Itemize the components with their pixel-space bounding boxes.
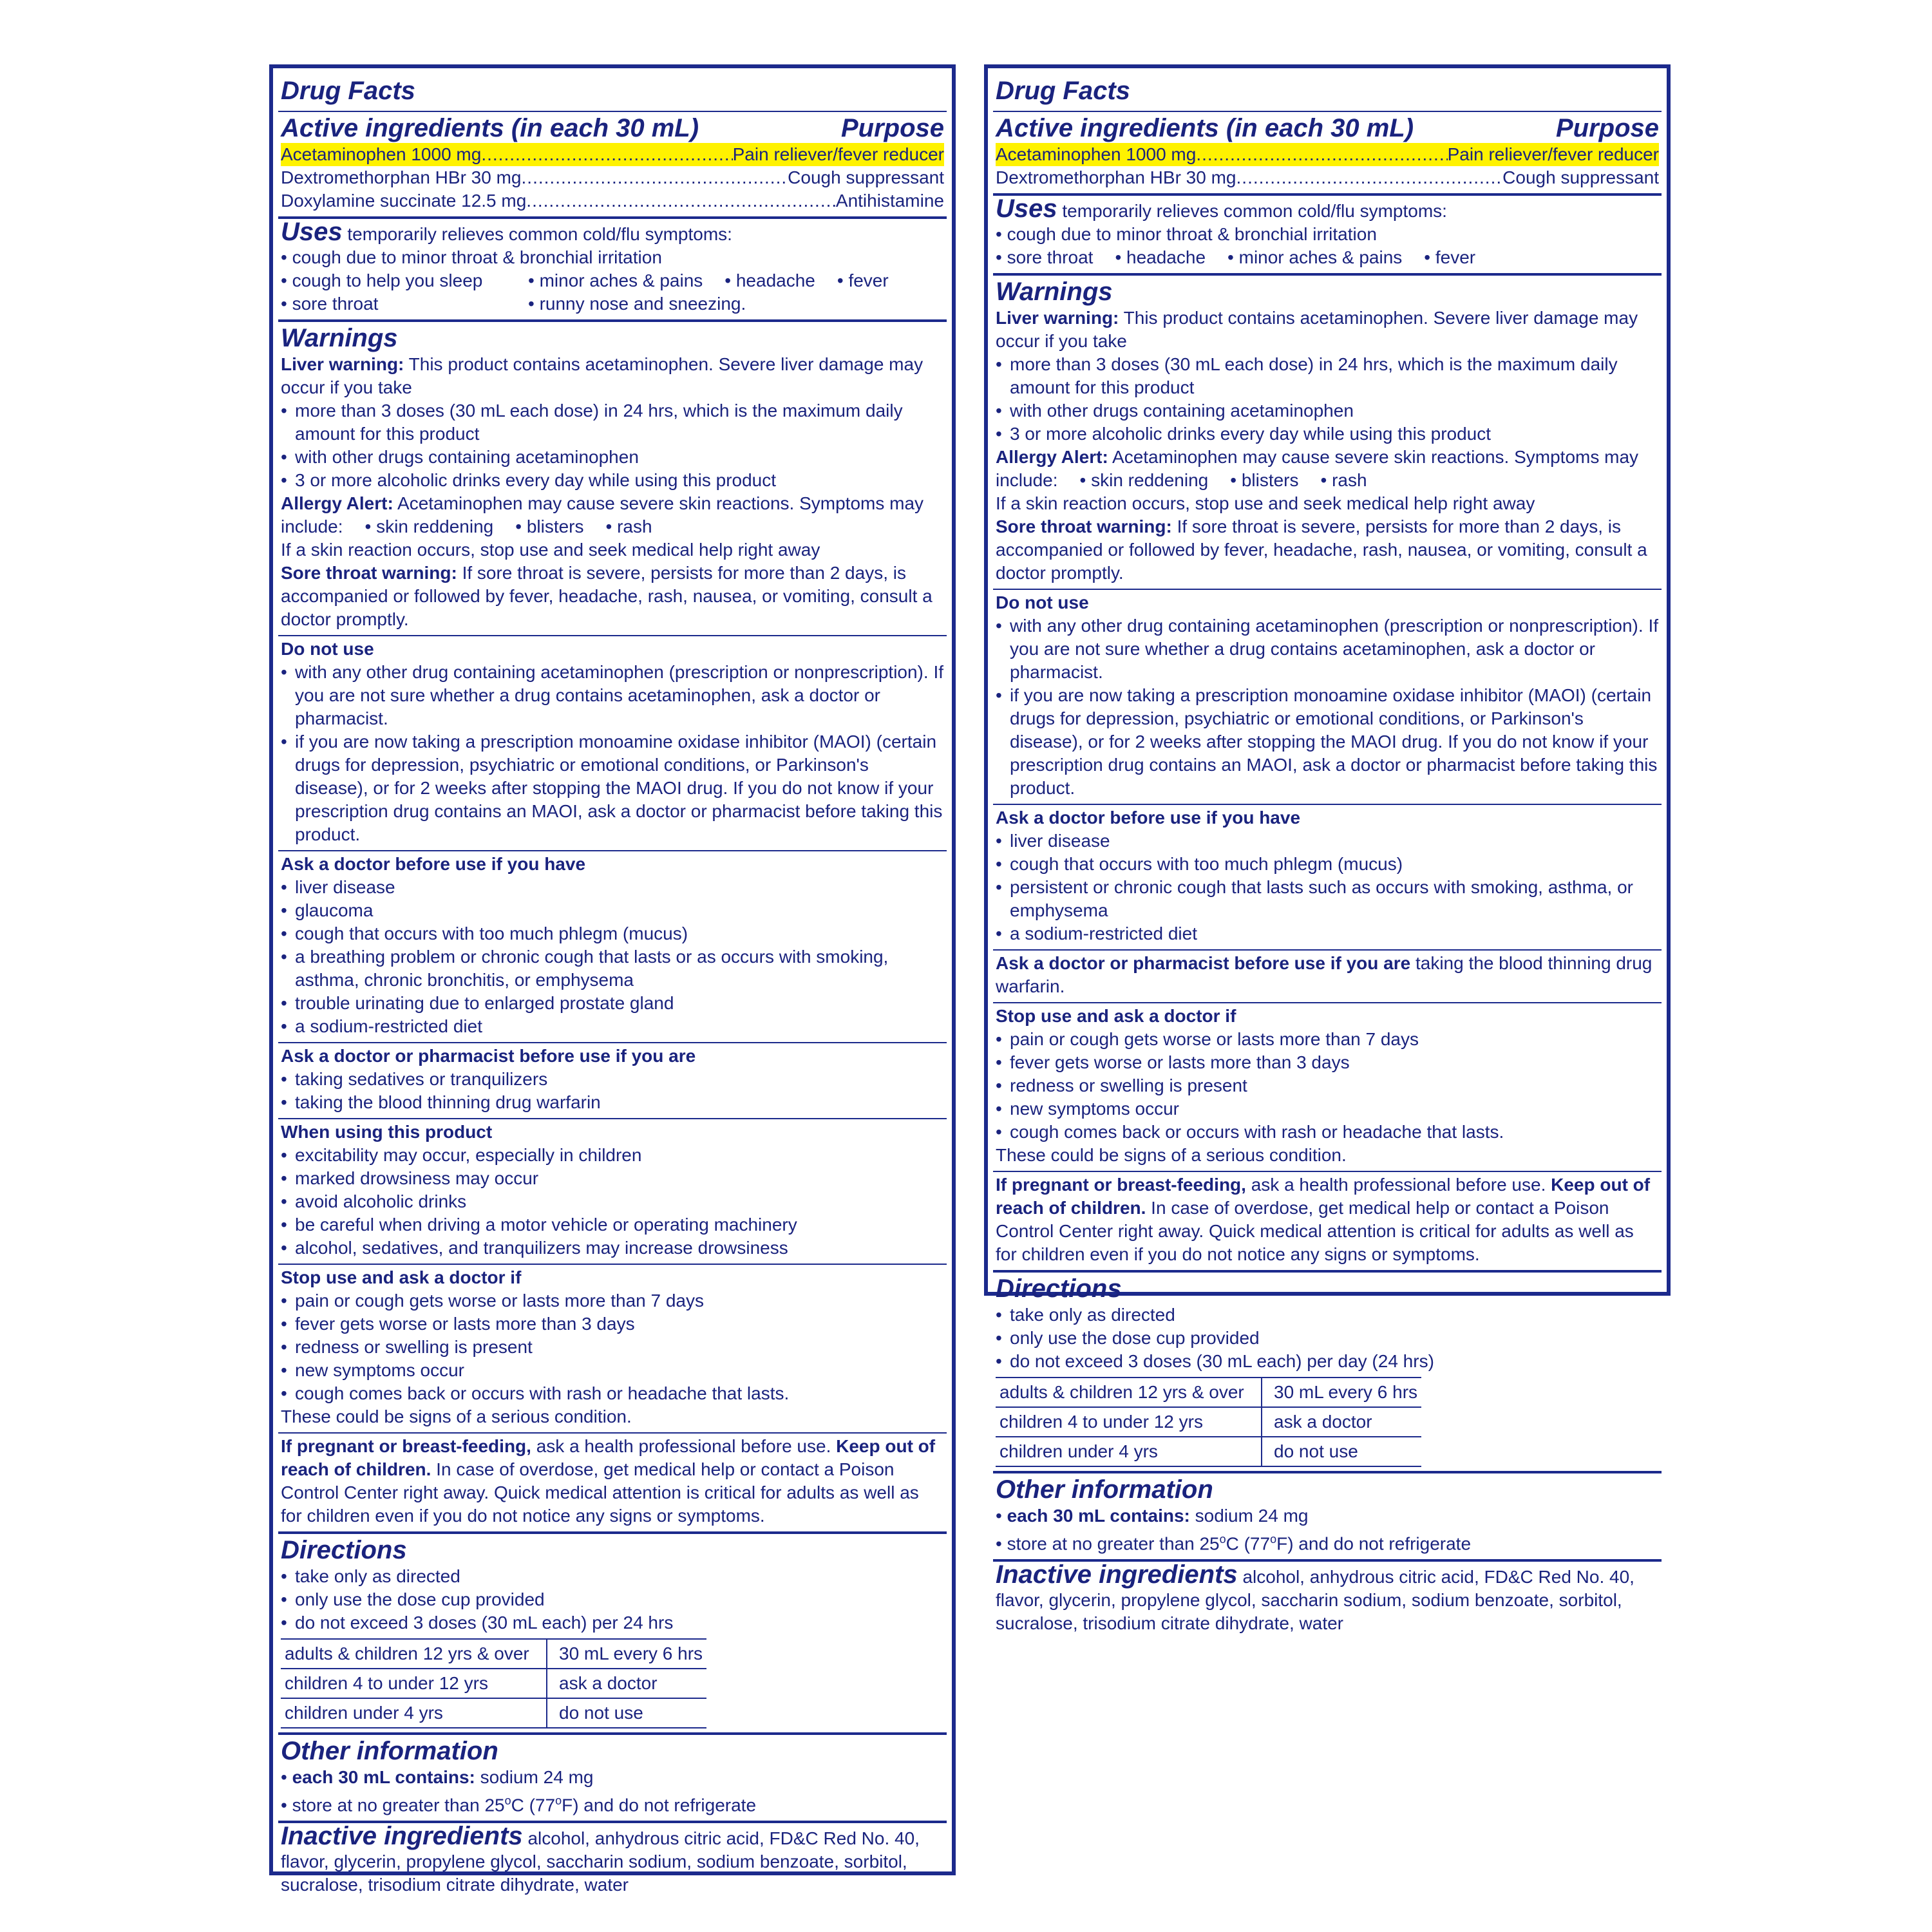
allergy-symptom: • skin reddening xyxy=(365,516,494,536)
inactive-ingredients-section xyxy=(278,1823,947,1900)
ask-pharmacist-item: taking sedatives or tranquilizers xyxy=(295,1069,548,1089)
uses-row xyxy=(996,246,1659,269)
stop-use-item: new symptoms occur xyxy=(1010,1099,1179,1119)
dose-cell: do not use xyxy=(547,1698,706,1728)
storage-text: C (77 xyxy=(1226,1533,1271,1554)
dose-cell: ask a doctor xyxy=(547,1669,706,1698)
inactive-title: Inactive ingredients xyxy=(281,1822,523,1851)
active-ingredients-section xyxy=(278,112,947,219)
pregnancy-section xyxy=(993,1172,1662,1273)
liver-bullet: with other drugs containing acetaminophen xyxy=(1010,401,1354,421)
uses-line: • cough due to minor throat & bronchial irritation xyxy=(281,247,662,267)
uses-line: • cough due to minor throat & bronchial irritation xyxy=(996,224,1377,244)
liver-bullet: 3 or more alcoholic drinks every day while using this product xyxy=(295,470,777,490)
storage-text: store at no greater than 25 xyxy=(292,1795,505,1815)
storage-line: • store at no greater than 25$^o$C (77$^o$F) and do not refrigerate xyxy=(281,1794,757,1815)
inactive-text: alcohol, anhydrous citric acid, FD&C Red No. 40, flavor, glycerin, propylene glycol, saccharin sodium, sodium benzoate, sorbitol, sucralose, trisodium citrate dihydrate, water xyxy=(281,1828,920,1895)
drug-facts-title: Drug Facts xyxy=(996,77,1130,105)
drug-facts-title: Drug Facts xyxy=(281,77,415,105)
ask-doctor-section: Ask a doctor before use if you have • liver disease • glaucoma • cough that occurs with too much phlegm (mucus) • a breathing problem or chronic cough that lasts or as occurs with smoking, asthma, chronic bronchitis, or emphysema • trouble urinating due to enlarged prostate gland • a sodium-restricted diet xyxy=(278,851,947,1043)
liver-warning-label: Liver warning: xyxy=(996,308,1119,328)
ingredient-row xyxy=(281,143,944,166)
keep-out-text: In case of overdose, get medical help or contact a Poison Control Center right away. Quick medical attention is critical for adults as well as for children even if you do not notice any signs or symptoms. xyxy=(281,1459,919,1526)
leader-dots xyxy=(522,166,788,189)
allergy-alert-text: Acetaminophen may cause severe skin reactions. Symptoms may xyxy=(1108,447,1639,467)
liver-warning-text: This product contains acetaminophen. Severe liver damage may occur if you take xyxy=(281,354,923,397)
stop-use-item: pain or cough gets worse or lasts more than 7 days xyxy=(295,1291,705,1311)
warnings-section: Warnings Liver warning: This product contains acetaminophen. Severe liver damage may occur if you take • more than 3 doses (30 mL each dose) in 24 hrs, which is the maximum daily amount for this product • with other drugs containing acetaminophen • 3 or more alcoholic drinks every day while using this product Allergy Alert: Acetaminophen may cause severe skin reactions. Symptoms may include: • skin reddening • blisters • rash If a skin reaction occurs, stop use and seek medical help right away Sore throat warning: If sore throat is severe, persists for more than 2 days, is accompanied or followed by fever, headache, rash, nausea, or vomiting, consult a doctor promptly. xyxy=(993,276,1662,590)
allergy-include: include: xyxy=(996,470,1058,490)
pregnancy-label: If pregnant or breast-feeding, xyxy=(281,1436,531,1456)
directions-item: take only as directed xyxy=(1010,1305,1175,1325)
when-using-item: alcohol, sedatives, and tranquilizers may increase drowsiness xyxy=(295,1238,788,1258)
do-not-use-title: Do not use xyxy=(281,639,374,659)
ask-doctor-item: a breathing problem or chronic cough that lasts or as occurs with smoking, asthma, chronic bronchitis, or emphysema xyxy=(295,947,889,990)
ask-doctor-item: cough that occurs with too much phlegm (mucus) xyxy=(1010,854,1403,874)
age-cell: adults & children 12 yrs & over xyxy=(996,1378,1262,1407)
allergy-alert-label: Allergy Alert: xyxy=(996,447,1108,467)
storage-line: • store at no greater than 25$^o$C (77$^o$F) and do not refrigerate xyxy=(996,1533,1472,1554)
warnings-title: Warnings xyxy=(996,278,1113,306)
other-information-title: Other information xyxy=(281,1737,498,1765)
stop-use-item: fever gets worse or lasts more than 3 days xyxy=(1010,1052,1350,1072)
uses-title: Uses xyxy=(996,194,1057,223)
table-row xyxy=(281,1698,706,1728)
purpose-title: Purpose xyxy=(1555,114,1659,142)
table-row xyxy=(996,1437,1421,1466)
degree-sup: o xyxy=(1219,1533,1226,1546)
allergy-symptom: • rash xyxy=(605,516,652,536)
liver-bullet: more than 3 doses (30 mL each dose) in 24 hrs, which is the maximum daily amount for this product xyxy=(295,401,903,444)
do-not-use-item: if you are now taking a prescription monoamine oxidase inhibitor (MAOI) (certain drugs for depression, psychiatric or emotional conditions, or Parkinson's disease), or for 2 weeks after stopping the MAOI drug. If you do not know if your prescription drug contains an MAOI, ask a doctor or pharmacist before taking this product. xyxy=(295,732,943,844)
storage-text: store at no greater than 25 xyxy=(1007,1533,1220,1554)
ask-doctor-item: liver disease xyxy=(295,877,395,897)
directions-item: only use the dose cup provided xyxy=(1010,1328,1260,1348)
stop-use-item: redness or swelling is present xyxy=(295,1337,533,1357)
ask-pharmacist-section xyxy=(993,951,1662,1003)
active-ingredients-heading xyxy=(281,113,944,143)
do-not-use-title: Do not use xyxy=(996,592,1089,612)
uses-item: • headache xyxy=(1115,247,1206,267)
allergy-symptom: • blisters xyxy=(1230,470,1299,490)
allergy-include: include: xyxy=(281,516,343,536)
pregnancy-label: If pregnant or breast-feeding, xyxy=(996,1175,1246,1195)
drug-facts-header xyxy=(993,73,1662,112)
stop-use-item: cough comes back or occurs with rash or headache that lasts. xyxy=(295,1383,790,1403)
ask-doctor-title: Ask a doctor before use if you have xyxy=(281,854,586,874)
storage-text: F) and do not refrigerate xyxy=(1276,1533,1472,1554)
ingredient-row xyxy=(281,189,944,213)
uses-item: • minor aches & pains xyxy=(528,270,703,290)
uses-item: • minor aches & pains xyxy=(1227,247,1403,267)
leader-dots xyxy=(1196,143,1447,166)
ingredient-row xyxy=(996,143,1659,166)
stop-use-after: These could be signs of a serious condition. xyxy=(996,1145,1347,1165)
ingredient-name: Doxylamine succinate 12.5 mg xyxy=(281,191,527,211)
liver-bullet: with other drugs containing acetaminophen xyxy=(295,447,639,467)
ask-pharmacist-text: taking the blood thinning drug warfarin. xyxy=(996,953,1653,996)
ask-doctor-item: a sodium-restricted diet xyxy=(295,1016,483,1036)
pregnancy-text: ask a health professional before use. xyxy=(531,1436,837,1456)
age-cell: children 4 to under 12 yrs xyxy=(281,1669,547,1698)
uses-intro: temporarily relieves common cold/flu symptoms: xyxy=(1057,201,1447,221)
age-cell: children under 4 yrs xyxy=(996,1437,1262,1466)
uses-item: • runny nose and sneezing. xyxy=(528,294,746,314)
inactive-ingredients-section xyxy=(993,1562,1662,1639)
stop-use-item: redness or swelling is present xyxy=(1010,1075,1247,1095)
stop-use-section: Stop use and ask a doctor if • pain or cough gets worse or lasts more than 7 days • fever gets worse or lasts more than 3 days • redness or swelling is present • new symptoms occur • cough comes back or occurs with rash or headache that lasts. These could be signs of a serious condition. xyxy=(278,1265,947,1434)
ingredient-row xyxy=(281,166,944,189)
ask-doctor-item: liver disease xyxy=(1010,831,1110,851)
allergy-after: If a skin reaction occurs, stop use and seek medical help right away xyxy=(281,540,820,560)
uses-section xyxy=(993,196,1662,276)
uses-item: • sore throat xyxy=(281,294,379,314)
age-cell: children 4 to under 12 yrs xyxy=(996,1407,1262,1437)
pregnancy-text: ask a health professional before use. xyxy=(1245,1175,1551,1195)
directions-item: do not exceed 3 doses (30 mL each) per 24 hrs xyxy=(295,1613,674,1633)
ask-doctor-item: cough that occurs with too much phlegm (mucus) xyxy=(295,923,688,943)
allergy-symptom: • rash xyxy=(1320,470,1367,490)
dose-cell: 30 mL every 6 hrs xyxy=(1262,1378,1421,1407)
keep-out-text: In case of overdose, get medical help or contact a Poison Control Center right away. Quick medical attention is critical for adults as well as for children even if you do not notice any signs or symptoms. xyxy=(996,1198,1634,1264)
allergy-alert-label: Allergy Alert: xyxy=(281,493,393,513)
ask-doctor-item: persistent or chronic cough that lasts such as occurs with smoking, asthma, or emphysema xyxy=(1010,877,1633,920)
drug-facts-panel-left xyxy=(269,64,956,1895)
ingredient-purpose: Pain reliever/fever reducer xyxy=(1447,144,1659,164)
when-using-title: When using this product xyxy=(281,1122,493,1142)
sodium-label: each 30 mL contains: xyxy=(1007,1506,1190,1526)
directions-item: do not exceed 3 doses (30 mL each) per day (24 hrs) xyxy=(1010,1351,1434,1371)
dose-cell: ask a doctor xyxy=(1262,1407,1421,1437)
when-using-section: When using this product • excitability may occur, especially in children • marked drowsiness may occur • avoid alcoholic drinks • be careful when driving a motor vehicle or operating machinery • alcohol, sedatives, and tranquilizers may increase drowsiness xyxy=(278,1119,947,1265)
other-information-section: Other information • each 30 mL contains: sodium 24 mg • store at no greater than 25$^o$C (77$^o$F) and do not refrigerate xyxy=(993,1473,1662,1562)
uses-intro: temporarily relieves common cold/flu symptoms: xyxy=(342,224,732,244)
inactive-text: alcohol, anhydrous citric acid, FD&C Red No. 40, flavor, glycerin, propylene glycol, saccharin sodium, sodium benzoate, sorbitol, sucralose, trisodium citrate dihydrate, water xyxy=(996,1567,1634,1634)
dose-cell: 30 mL every 6 hrs xyxy=(547,1639,706,1669)
ask-doctor-item: trouble urinating due to enlarged prostate gland xyxy=(295,993,674,1013)
sore-throat-label: Sore throat warning: xyxy=(281,563,457,583)
do-not-use-item: with any other drug containing acetaminophen (prescription or nonprescription). If you are not sure whether a drug contains acetaminophen, ask a doctor or pharmacist. xyxy=(295,662,944,728)
degree-sup: o xyxy=(555,1794,562,1807)
active-ingredients-title: Active ingredients (in each 30 mL) xyxy=(281,114,699,142)
ask-pharmacist-title: Ask a doctor or pharmacist before use if you are xyxy=(281,1046,696,1066)
liver-warning-label: Liver warning: xyxy=(281,354,404,374)
dosage-table xyxy=(281,1638,706,1728)
inactive-title: Inactive ingredients xyxy=(996,1560,1238,1589)
table-row xyxy=(281,1669,706,1698)
do-not-use-item: if you are now taking a prescription monoamine oxidase inhibitor (MAOI) (certain drugs for depression, psychiatric or emotional conditions, or Parkinson's disease), or for 2 weeks after stopping the MAOI drug. If you do not know if your prescription drug contains an MAOI, ask a doctor or pharmacist before taking this product. xyxy=(1010,685,1658,798)
stop-use-section: Stop use and ask a doctor if • pain or cough gets worse or lasts more than 7 days • fever gets worse or lasts more than 3 days • redness or swelling is present • new symptoms occur • cough comes back or occurs with rash or headache that lasts. These could be signs of a serious condition. xyxy=(993,1003,1662,1172)
ask-pharmacist-section: Ask a doctor or pharmacist before use if you are • taking sedatives or tranquilizers • taking the blood thinning drug warfarin xyxy=(278,1043,947,1119)
ingredient-purpose: Pain reliever/fever reducer xyxy=(732,144,944,164)
uses-title: Uses xyxy=(281,218,343,246)
ask-pharmacist-title: Ask a doctor or pharmacist before use if you are xyxy=(996,953,1411,973)
dosage-table xyxy=(996,1377,1421,1467)
stop-use-item: cough comes back or occurs with rash or headache that lasts. xyxy=(1010,1122,1504,1142)
ingredient-name: Acetaminophen 1000 mg xyxy=(281,144,482,164)
sodium-text: sodium 24 mg xyxy=(475,1767,594,1787)
stop-use-item: pain or cough gets worse or lasts more than 7 days xyxy=(1010,1029,1419,1049)
keep-out-label: Keep out of reach of children. xyxy=(281,1436,936,1479)
storage-text: C (77 xyxy=(511,1795,556,1815)
allergy-symptom: • skin reddening xyxy=(1079,470,1209,490)
ingredient-purpose: Cough suppressant xyxy=(1502,167,1659,187)
uses-item: • fever xyxy=(837,270,889,290)
directions-title: Directions xyxy=(281,1536,407,1564)
uses-section xyxy=(278,219,947,322)
ask-doctor-item: glaucoma xyxy=(295,900,374,920)
warnings-title: Warnings xyxy=(281,324,398,352)
allergy-symptom: • blisters xyxy=(515,516,584,536)
directions-title: Directions xyxy=(996,1274,1122,1303)
degree-sup: o xyxy=(1270,1533,1277,1546)
stop-use-item: fever gets worse or lasts more than 3 days xyxy=(295,1314,635,1334)
age-cell: children under 4 yrs xyxy=(281,1698,547,1728)
when-using-item: excitability may occur, especially in children xyxy=(295,1145,642,1165)
liver-bullet: 3 or more alcoholic drinks every day while using this product xyxy=(1010,424,1492,444)
do-not-use-section: Do not use • with any other drug containing acetaminophen (prescription or nonprescription). If you are not sure whether a drug contains acetaminophen, ask a doctor or pharmacist. • if you are now taking a prescription monoamine oxidase inhibitor (MAOI) (certain drugs for depression, psychiatric or emotional conditions, or Parkinson's disease), or for 2 weeks after stopping the MAOI drug. If you do not know if your prescription drug contains an MAOI, ask a doctor or pharmacist before taking this product. xyxy=(278,636,947,851)
leader-dots xyxy=(1236,166,1503,189)
allergy-symptoms-row xyxy=(996,469,1659,492)
stop-use-title: Stop use and ask a doctor if xyxy=(996,1006,1236,1026)
pregnancy-section xyxy=(278,1434,947,1534)
ingredient-name: Dextromethorphan HBr 30 mg xyxy=(996,167,1236,187)
active-ingredients-heading xyxy=(996,113,1659,143)
table-row xyxy=(281,1639,706,1669)
uses-row xyxy=(281,292,944,316)
ask-doctor-item: a sodium-restricted diet xyxy=(1010,923,1198,943)
directions-section: Directions • take only as directed • only use the dose cup provided • do not exceed 3 doses (30 mL each) per day (24 hrs) adults & children 12 yrs & over 30 mL every 6 hrs children 4 to under 12 yrs ask a doctor children under 4 yrs do not use xyxy=(993,1273,1662,1473)
table-row xyxy=(996,1378,1421,1407)
directions-item: only use the dose cup provided xyxy=(295,1589,545,1609)
sodium-text: sodium 24 mg xyxy=(1189,1506,1309,1526)
purpose-title: Purpose xyxy=(840,114,944,142)
warnings-section: Warnings Liver warning: This product contains acetaminophen. Severe liver damage may occur if you take • more than 3 doses (30 mL each dose) in 24 hrs, which is the maximum daily amount for this product • with other drugs containing acetaminophen • 3 or more alcoholic drinks every day while using this product Allergy Alert: Acetaminophen may cause severe skin reactions. Symptoms may include: • skin reddening • blisters • rash If a skin reaction occurs, stop use and seek medical help right away Sore throat warning: If sore throat is severe, persists for more than 2 days, is accompanied or followed by fever, headache, rash, nausea, or vomiting, consult a doctor promptly. xyxy=(278,322,947,636)
ingredient-row xyxy=(996,166,1659,189)
table-row xyxy=(996,1407,1421,1437)
uses-item: • fever xyxy=(1424,247,1476,267)
uses-item: • cough to help you sleep xyxy=(281,270,483,290)
allergy-alert-text: Acetaminophen may cause severe skin reactions. Symptoms may xyxy=(393,493,924,513)
when-using-item: marked drowsiness may occur xyxy=(295,1168,539,1188)
ingredient-purpose: Antihistamine xyxy=(835,191,944,211)
stop-use-item: new symptoms occur xyxy=(295,1360,464,1380)
drug-facts-header xyxy=(278,73,947,112)
degree-sup: o xyxy=(504,1794,511,1807)
stop-use-after: These could be signs of a serious condition. xyxy=(281,1406,632,1426)
do-not-use-section: Do not use • with any other drug containing acetaminophen (prescription or nonprescription). If you are not sure whether a drug contains acetaminophen, ask a doctor or pharmacist. • if you are now taking a prescription monoamine oxidase inhibitor (MAOI) (certain drugs for depression, psychiatric or emotional conditions, or Parkinson's disease), or for 2 weeks after stopping the MAOI drug. If you do not know if your prescription drug contains an MAOI, ask a doctor or pharmacist before taking this product. xyxy=(993,590,1662,805)
ingredient-name: Dextromethorphan HBr 30 mg xyxy=(281,167,522,187)
directions-section: Directions • take only as directed • only use the dose cup provided • do not exceed 3 doses (30 mL each) per 24 hrs adults & children 12 yrs & over 30 mL every 6 hrs children 4 to under 12 yrs ask a doctor children under 4 yrs do not use xyxy=(278,1534,947,1735)
ingredient-purpose: Cough suppressant xyxy=(788,167,944,187)
keep-out-label: Keep out of reach of children. xyxy=(996,1175,1651,1218)
allergy-symptoms-row xyxy=(281,515,944,538)
when-using-item: avoid alcoholic drinks xyxy=(295,1191,467,1211)
sore-throat-text: If sore throat is severe, persists for more than 2 days, is accompanied or followed by fever, headache, rash, nausea, or vomiting, consult a doctor promptly. xyxy=(996,516,1647,583)
storage-text: F) and do not refrigerate xyxy=(562,1795,757,1815)
uses-item: • headache xyxy=(724,270,815,290)
liver-warning-text: This product contains acetaminophen. Severe liver damage may occur if you take xyxy=(996,308,1638,351)
liver-bullet: more than 3 doses (30 mL each dose) in 24 hrs, which is the maximum daily amount for this product xyxy=(1010,354,1618,397)
directions-item: take only as directed xyxy=(295,1566,460,1586)
uses-row xyxy=(281,269,944,292)
active-ingredients-section xyxy=(993,112,1662,196)
ask-pharmacist-item: taking the blood thinning drug warfarin xyxy=(295,1092,601,1112)
do-not-use-item: with any other drug containing acetaminophen (prescription or nonprescription). If you are not sure whether a drug contains acetaminophen, ask a doctor or pharmacist. xyxy=(1010,616,1659,682)
ask-doctor-section: Ask a doctor before use if you have • liver disease • cough that occurs with too much phlegm (mucus) • persistent or chronic cough that lasts such as occurs with smoking, asthma, or emphysema • a sodium-restricted diet xyxy=(993,805,1662,951)
drug-facts-panel-right xyxy=(984,64,1671,1634)
ingredient-name: Acetaminophen 1000 mg xyxy=(996,144,1197,164)
sodium-label: each 30 mL contains: xyxy=(292,1767,475,1787)
sore-throat-text: If sore throat is severe, persists for more than 2 days, is accompanied or followed by fever, headache, rash, nausea, or vomiting, consult a doctor promptly. xyxy=(281,563,933,629)
other-information-title: Other information xyxy=(996,1475,1213,1504)
age-cell: adults & children 12 yrs & over xyxy=(281,1639,547,1669)
when-using-item: be careful when driving a motor vehicle or operating machinery xyxy=(295,1215,797,1235)
leader-dots xyxy=(481,143,732,166)
stop-use-title: Stop use and ask a doctor if xyxy=(281,1267,522,1287)
leader-dots xyxy=(526,189,836,213)
other-information-section: Other information • each 30 mL contains: sodium 24 mg • store at no greater than 25$^o$C (77$^o$F) and do not refrigerate xyxy=(278,1735,947,1823)
ask-doctor-title: Ask a doctor before use if you have xyxy=(996,808,1301,828)
dose-cell: do not use xyxy=(1262,1437,1421,1466)
allergy-after: If a skin reaction occurs, stop use and seek medical help right away xyxy=(996,493,1535,513)
active-ingredients-title: Active ingredients (in each 30 mL) xyxy=(996,114,1414,142)
uses-item: • sore throat xyxy=(996,247,1094,267)
sore-throat-label: Sore throat warning: xyxy=(996,516,1172,536)
